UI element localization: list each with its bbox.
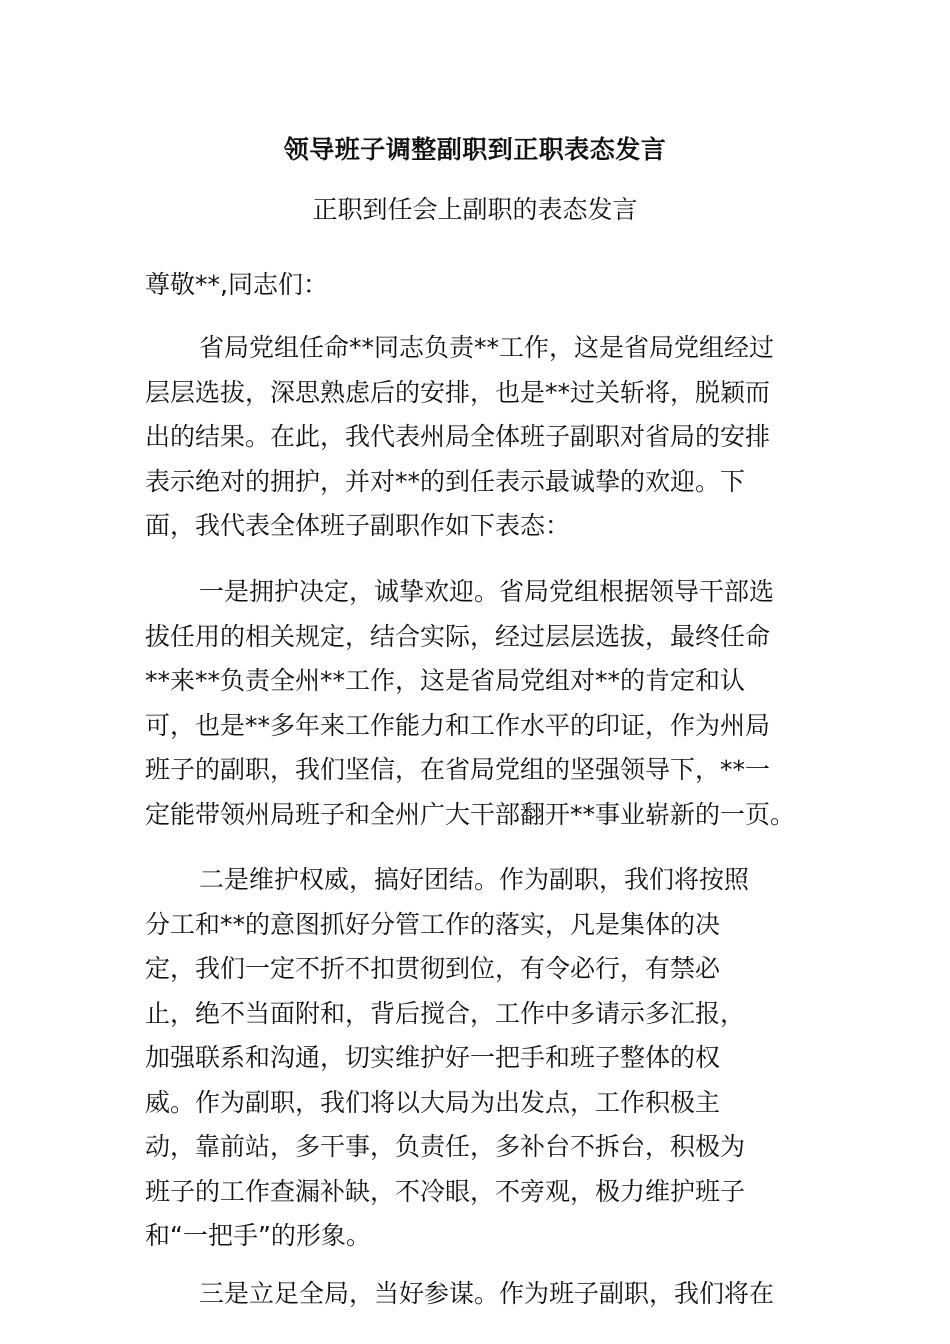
paragraph-line: 二是维护权威，搞好团结。作为副职，我们将按照 — [199, 865, 750, 894]
paragraph-line: 班子的工作查漏补缺，不冷眼，不旁观，极力维护班子 — [145, 1176, 746, 1206]
document-subtitle: 正职到任会上副职的表态发言 — [312, 195, 638, 224]
paragraph-point-two — [145, 858, 815, 1259]
paragraph-line: 出的结果。在此，我代表州局全体班子副职对省局的安排 — [145, 422, 771, 451]
salutation: 尊敬**,同志们： — [145, 270, 328, 299]
paragraph-line: 面，我代表全体班子副职作如下表态： — [145, 511, 571, 540]
document-title: 领导班子调整副职到正职表态发言 — [283, 135, 667, 164]
paragraph-line: 定，我们一定不折不扣贯彻到位，有令必行，有禁必 — [145, 954, 721, 983]
paragraph-line: 一是拥护决定，诚挚欢迎。省局党组根据领导干部选 — [199, 577, 775, 606]
paragraph-line: 表示绝对的拥护，并对**的到任表示最诚挚的欢迎。下 — [145, 466, 746, 496]
paragraph-line: **来**负责全州**工作，这是省局党组对**的肯定和认 — [145, 666, 746, 695]
paragraph-line: 威。作为副职，我们将以大局为出发点，工作积极主 — [145, 1087, 721, 1117]
paragraph-line: 班子的副职，我们坚信，在省局党组的坚强领导下，**一 — [145, 755, 771, 784]
paragraph-line: 加强联系和沟通，切实维护好一把手和班子整体的权 — [145, 1043, 721, 1072]
paragraph-line: 止，绝不当面附和，背后搅合，工作中多请示多汇报， — [145, 998, 746, 1028]
paragraph-point-one — [145, 570, 815, 837]
paragraph-line: 动，靠前站，多干事，负责任，多补台不拆台，积极为 — [145, 1132, 746, 1161]
paragraph-line: 省局党组任命**同志负责**工作，这是省局党组经过 — [199, 333, 775, 362]
paragraph-line: 分工和**的意图抓好分管工作的落实，凡是集体的决 — [145, 909, 721, 939]
paragraph-line: 可，也是**多年来工作能力和工作水平的印证，作为州局 — [145, 710, 771, 740]
paragraph-intro — [145, 326, 815, 549]
paragraph-line: 三是立足全局，当好参谋。作为班子副职，我们将在 — [199, 1279, 775, 1308]
paragraph-line: 拔任用的相关规定，结合实际，经过层层选拔，最终任命 — [145, 621, 771, 651]
paragraph-line: 和“一把手”的形象。 — [145, 1221, 371, 1250]
paragraph-point-three — [145, 1272, 815, 1317]
paragraph-line: 定能带领州局班子和全州广大干部翻开**事业崭新的一页。 — [145, 799, 796, 829]
paragraph-line: 层层选拔，深思熟虑后的安排，也是**过关斩将，脱颖而 — [145, 377, 771, 407]
